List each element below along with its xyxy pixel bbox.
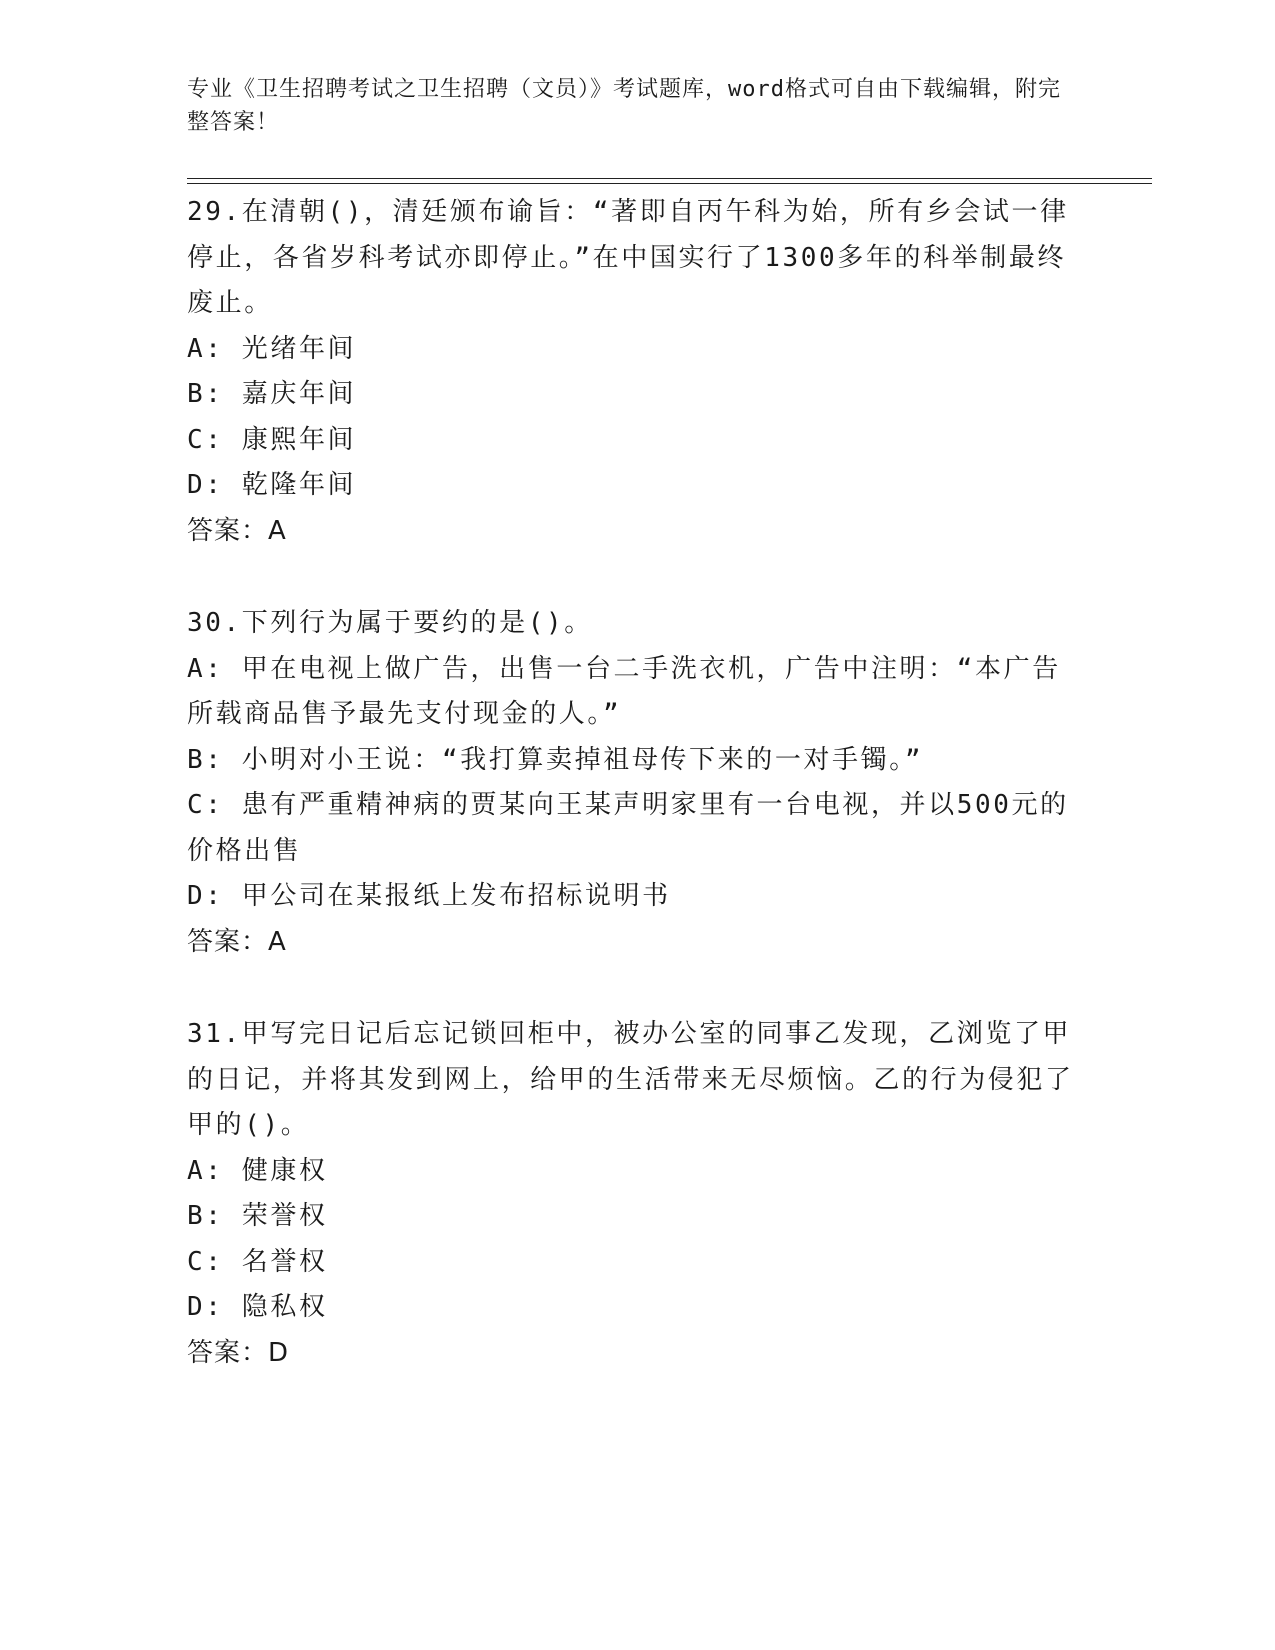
option-b: B: 小明对小王说：“我打算卖掉祖母传下来的一对手镯。” [187, 744, 924, 775]
option-a: A: 甲在电视上做广告，出售一台二手洗衣机，广告中注明：“本广告所载商品售予最先支付现金的人。” [187, 653, 1061, 729]
answer-line: 答案：A [187, 926, 287, 957]
question-30 [187, 601, 1087, 965]
option-b: B: 嘉庆年间 [187, 379, 357, 409]
header-rule-bottom [187, 183, 1152, 184]
option-c: C: 名誉权 [187, 1246, 328, 1277]
answer-line: 答案：D [187, 1337, 290, 1368]
question-stem: 31.甲写完日记后忘记锁回柜中，被办公室的同事乙发现，乙浏览了甲的日记，并将其发到网上，给甲的生活带来无尽烦恼。乙的行为侵犯了甲的()。 [187, 1019, 1074, 1140]
question-31 [187, 1012, 1087, 1376]
header-text: 专业《卫生招聘考试之卫生招聘（文员）》考试题库，word格式可自由下载编辑，附完整答案！ [187, 77, 1061, 135]
option-a: A: 光绪年间 [187, 333, 357, 364]
option-d: D: 甲公司在某报纸上发布招标说明书 [187, 881, 671, 911]
option-b: B: 荣誉权 [187, 1201, 328, 1231]
answer-line: 答案：A [187, 515, 287, 546]
option-c: C: 康熙年间 [187, 424, 357, 455]
question-stem: 30.下列行为属于要约的是()。 [187, 608, 593, 638]
option-d: D: 乾隆年间 [187, 470, 357, 500]
option-a: A: 健康权 [187, 1155, 328, 1186]
document-header [187, 73, 1067, 139]
question-stem: 29.在清朝()，清廷颁布谕旨：“著即自丙午科为始，所有乡会试一律停止，各省岁科考试亦即停止。”在中国实行了1300多年的科举制最终废止。 [187, 197, 1069, 318]
header-rule-top [187, 178, 1152, 179]
option-c: C: 患有严重精神病的贾某向王某声明家里有一台电视，并以500元的价格出售 [187, 790, 1069, 866]
option-d: D: 隐私权 [187, 1292, 328, 1322]
question-29 [187, 190, 1087, 554]
